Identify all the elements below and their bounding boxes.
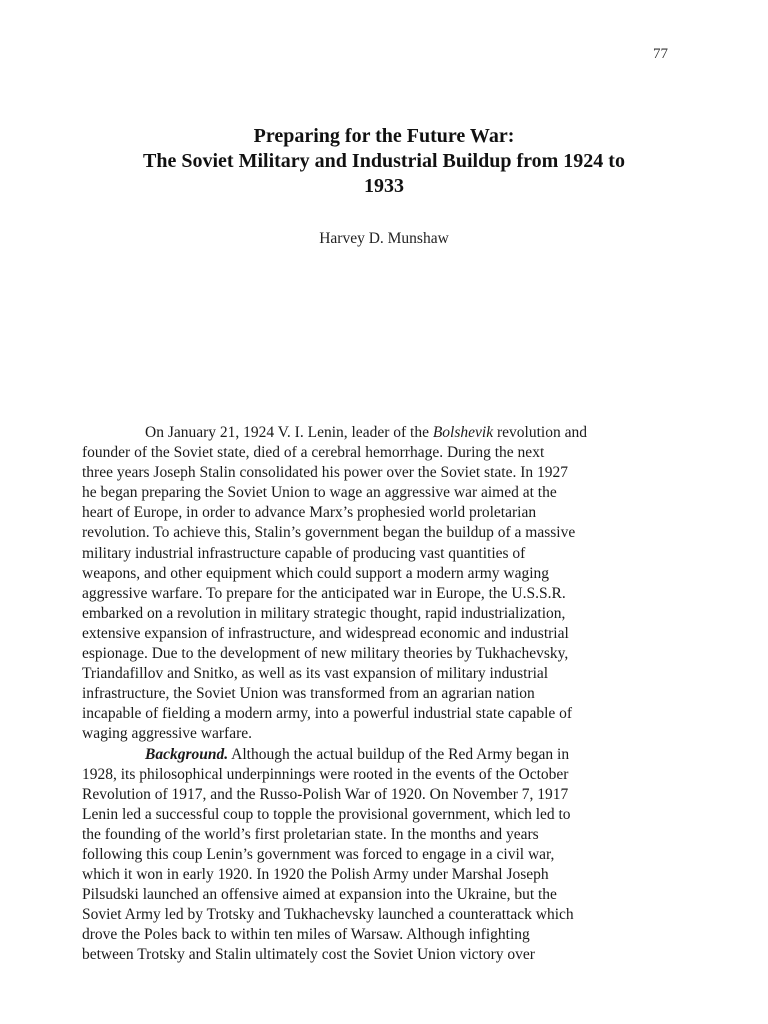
paragraph-line xyxy=(82,745,688,765)
paragraph-line: following this coup Lenin’s government was forced to engage in a civil war, xyxy=(82,845,555,863)
paragraph-line: revolution. To achieve this, Stalin’s government began the buildup of a massive xyxy=(82,524,576,542)
title-line-3: 1933 xyxy=(364,175,404,197)
paragraph-line: heart of Europe, in order to advance Marx’s prophesied world proletarian xyxy=(82,504,537,522)
paragraph-line: embarked on a revolution in military strategic thought, rapid industrialization, xyxy=(82,604,566,622)
author-name: Harvey D. Munshaw xyxy=(319,230,449,247)
section-run-in-heading: Background. xyxy=(145,745,229,763)
paragraph-line: he began preparing the Soviet Union to wage an aggressive war aimed at the xyxy=(82,484,557,502)
article-title xyxy=(70,124,698,199)
paragraph-line: extensive expansion of infrastructure, and widespread economic and industrial xyxy=(82,624,569,642)
text-run: On January 21, 1924 V. I. Lenin, leader of the xyxy=(145,424,433,441)
paragraph-line: founder of the Soviet state, died of a cerebral hemorrhage. During the next xyxy=(82,444,545,462)
paragraph-line: which it won in early 1920. In 1920 the Polish Army under Marshal Joseph xyxy=(82,866,549,884)
paragraph-line: military industrial infrastructure capable of producing vast quantities of xyxy=(82,544,526,562)
paragraph-line: the founding of the world’s first proletarian state. In the months and years xyxy=(82,825,539,843)
page-number: 77 xyxy=(653,46,668,62)
paragraph-line: Lenin led a successful coup to topple the provisional government, which led to xyxy=(82,805,571,823)
paragraph-line: aggressive warfare. To prepare for the anticipated war in Europe, the U.S.S.R. xyxy=(82,584,566,602)
paragraph-intro xyxy=(82,423,688,745)
paragraph-line xyxy=(82,423,688,443)
paragraph-line: 1928, its philosophical underpinnings were rooted in the events of the October xyxy=(82,765,569,783)
paragraph-line: Soviet Army led by Trotsky and Tukhachevsky launched a counterattack which xyxy=(82,906,574,924)
paragraph-line: Pilsudski launched an offensive aimed at expansion into the Ukraine, but the xyxy=(82,886,557,904)
article-body xyxy=(82,423,688,966)
title-line-2: The Soviet Military and Industrial Buildup from 1924 to xyxy=(143,150,625,172)
italic-term: Bolshevik xyxy=(432,424,494,441)
paragraph-line: between Trotsky and Stalin ultimately cost the Soviet Union victory over xyxy=(82,946,535,964)
paragraph-line: drove the Poles back to within ten miles of Warsaw. Although infighting xyxy=(82,926,530,944)
paragraph-line: infrastructure, the Soviet Union was transformed from an agrarian nation xyxy=(82,685,535,703)
paragraph-line: incapable of fielding a modern army, into a powerful industrial state capable of xyxy=(82,705,573,723)
title-line-1: Preparing for the Future War: xyxy=(253,125,515,147)
text-run: revolution and xyxy=(493,424,587,441)
paragraph-line: weapons, and other equipment which could support a modern army waging xyxy=(82,564,550,582)
paragraph-line: espionage. Due to the development of new military theories by Tukhachevsky, xyxy=(82,645,569,663)
paragraph-line: Triandafillov and Snitko, as well as its vast expansion of military industrial xyxy=(82,665,549,683)
paragraph-line: Revolution of 1917, and the Russo-Polish War of 1920. On November 7, 1917 xyxy=(82,785,569,803)
text-run: Although the actual buildup of the Red Army began in xyxy=(228,745,570,763)
paragraph-background xyxy=(82,745,688,966)
paragraph-line: three years Joseph Stalin consolidated his power over the Soviet state. In 1927 xyxy=(82,464,568,482)
paragraph-line: waging aggressive warfare. xyxy=(82,725,252,743)
